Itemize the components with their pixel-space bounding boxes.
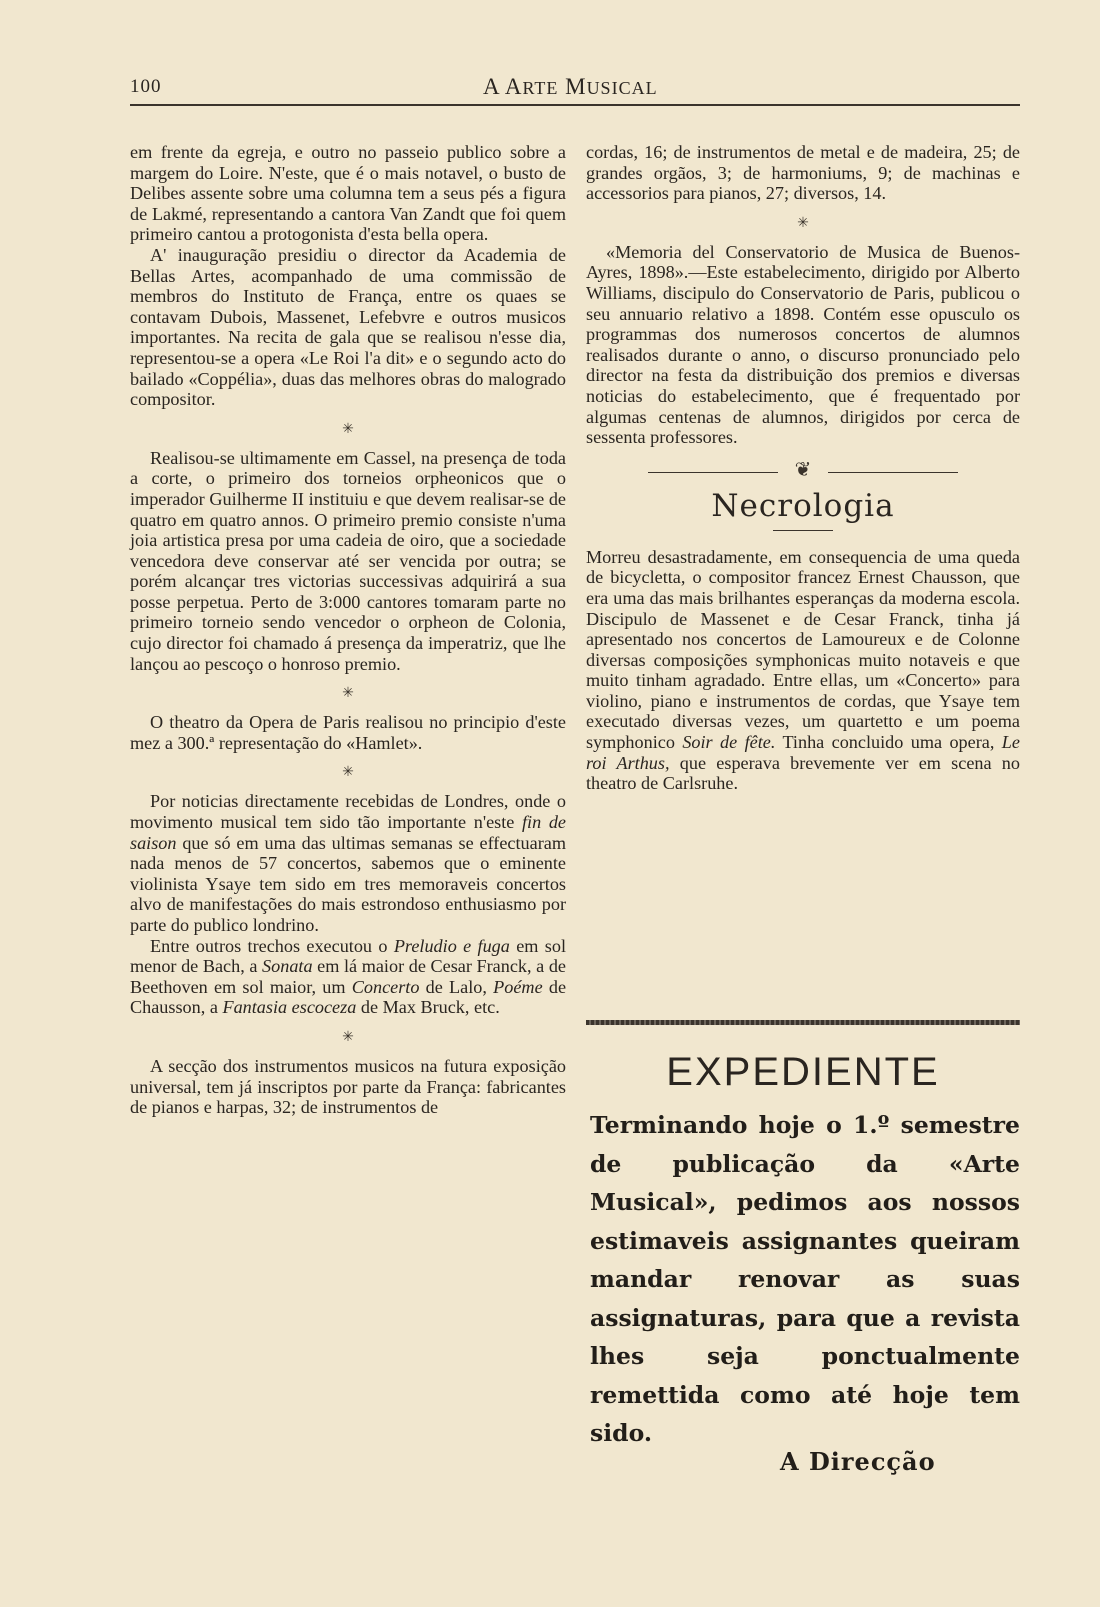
page-header [130,76,1020,106]
fleuron-icon: ❦ [794,458,812,481]
text-run: de Max Bruck, etc. [356,997,500,1018]
running-title-part: RTE [522,78,559,98]
italic-text: Preludio e fuga [393,935,510,956]
page-number: 100 [130,76,162,97]
text-run: Por noticias directamente recebidas de Londres, onde o movimento musical tem sido tão importante n'este [130,791,566,833]
paragraph: em frente da egreja, e outro no passeio publico sobre a margem do Loire. N'este, que é o mais notavel, o busto de Delibes assente sobre uma columna tem a seus pés a figura de Lakmé, representando a cantora Van Zandt que foi quem primeiro cantou a protogonista d'esta bella opera. [130,142,566,245]
asterisk-separator: ✳ [797,215,809,231]
text-run: de Lalo, [419,976,494,997]
ornament-line [828,472,958,473]
asterisk-separator: ✳ [342,421,354,437]
paragraph: «Memoria del Conservatorio de Musica de Buenos-Ayres, 1898».—Este estabelecimento, dirigido por Alberto Williams, discipulo do Conservatorio de Paris, publicou o seu annuario relativo a 1898. Contém esse opusculo os programmas dos numerosos concertos de alumnos realisados durante o anno, o discurso pronunciado pelo director na festa da distribuição dos premios e diversas noticias do estabelecimento, que é frequentado por algumas centenas de alumnos, dirigidos por cerca de sessenta professores. [586,241,1020,448]
text-run: Entre outros trechos executou o [150,935,394,956]
paragraph [130,936,566,1018]
text-run: que esperava brevemente ver em scena no theatro de Carlsruhe. [586,752,1020,794]
paragraph: O theatro da Opera de Paris realisou no principio d'este mez a 300.ª representação do «Hamlet». [130,712,566,753]
italic-text: Fantasia escoceza [222,997,357,1018]
paragraph: A' inauguração presidiu o director da Academia de Bellas Artes, acompanhado de uma commissão de membros do Instituto de França, entre os quaes se contavam Dubois, Massenet, Lefebvre e outros musicos importantes. Na recita de gala que se realisou n'esse dia, representou-se a opera «Le Roi l'a dit» e o segundo acto do bailado «Coppélia», duas das melhores obras do malogrado compositor. [130,244,566,410]
italic-text: Sonata [262,956,313,977]
paragraph: Realisou-se ultimamente em Cassel, na presença de toda a corte, o primeiro dos torneios orpheonicos que o imperador Guilherme II instituiu e que devem realisar-se de quatro em quatro annos. O primeiro premio consiste n'uma joia artistica presa por uma cadeia de oiro, que a sociedade vencedora deve conservar até ser vencida por outra; se porém alcançar tres victorias successivas adquirirá a sua posse perpetua. Perto de 3:000 cantores tomaram parte no primeiro torneio sendo vencedor o orpheon de Colonia, cujo director foi chamado á presença da imperatriz, que lhe lançou ao pescoço o honroso premio. [130,447,566,674]
running-title [483,74,658,100]
paragraph [130,791,566,935]
running-title-part: USICAL [586,78,658,98]
italic-text: Le roi Arthus, [586,732,1020,773]
text-run: que só em uma das ultimas semanas se effectuaram nada menos de 57 concertos, sabemos que o eminente violinista Ysaye tem sido em tres memoraveis concertos alvo de manifestações do mais estrondoso enthusiasmo por parte do publico londrino. [130,832,566,935]
signature: A Direcção [780,1447,936,1476]
paragraph: cordas, 16; de instrumentos de metal e de madeira, 25; de grandes orgãos, 3; de harmoniums, 9; de machinas e accessorios para pianos, 27; diversos, 14. [586,142,1020,204]
italic-text: fin de saison [130,812,566,853]
ornament-divider [586,458,1020,486]
title-rule [773,530,833,531]
ornament-line [648,472,778,473]
text-run: Tinha concluido uma opera, [775,732,1002,753]
expediente-notice: Terminando hoje o 1.º semestre de publicação da «Arte Musical», pedimos aos nossos estimaveis assignantes queiram mandar renovar as suas assignaturas, para que a revista lhes seja ponctualmente remettida como até hoje tem sido. [590,1111,1020,1447]
paragraph [586,547,1020,794]
paragraph: A secção dos instrumentos musicos na futura exposição universal, tem já inscriptos por parte da França: fabricantes de pianos e harpas, 32; de instrumentos de [130,1055,566,1118]
italic-text: Soir de fête. [682,732,776,753]
left-column [130,142,566,1118]
header-rule [130,104,1020,106]
asterisk-separator: ✳ [342,1029,354,1045]
running-title-part: M [558,74,587,99]
text-run: em lá maior de Cesar Franck, a de Beethoven em sol maior, um [130,956,566,997]
expediente-title: EXPEDIENTE [666,1050,940,1094]
section-title-necrologia: Necrologia [711,487,895,524]
italic-text: Concerto [351,976,420,997]
right-column [586,142,1020,794]
asterisk-separator: ✳ [342,686,354,702]
section-rule [586,1020,1020,1025]
text-run: Morreu desastradamente, em consequencia de uma queda de bicycletta, o compositor francez Ernest Chausson, que era uma das mais brilhantes esperanças da moderna escola. Discipulo de Massenet e de Cesar Franck, tinha já apresentado nos concertos de Lamoureux e de Colonne diversas composições symphonicas muito notaveis e que muito tinham agradado. Entre ellas, um «Concerto» para violino, piano e instrumentos de cordas, que Ysaye tem executado diversas vezes, um quartetto e um poema symphonico [586,546,1020,753]
text-run: de Chausson, a [130,976,567,1018]
text-run: em sol menor de Bach, a [130,935,566,977]
running-title-part: A A [483,74,523,99]
italic-text: Poéme [493,976,543,997]
asterisk-separator: ✳ [342,765,354,781]
